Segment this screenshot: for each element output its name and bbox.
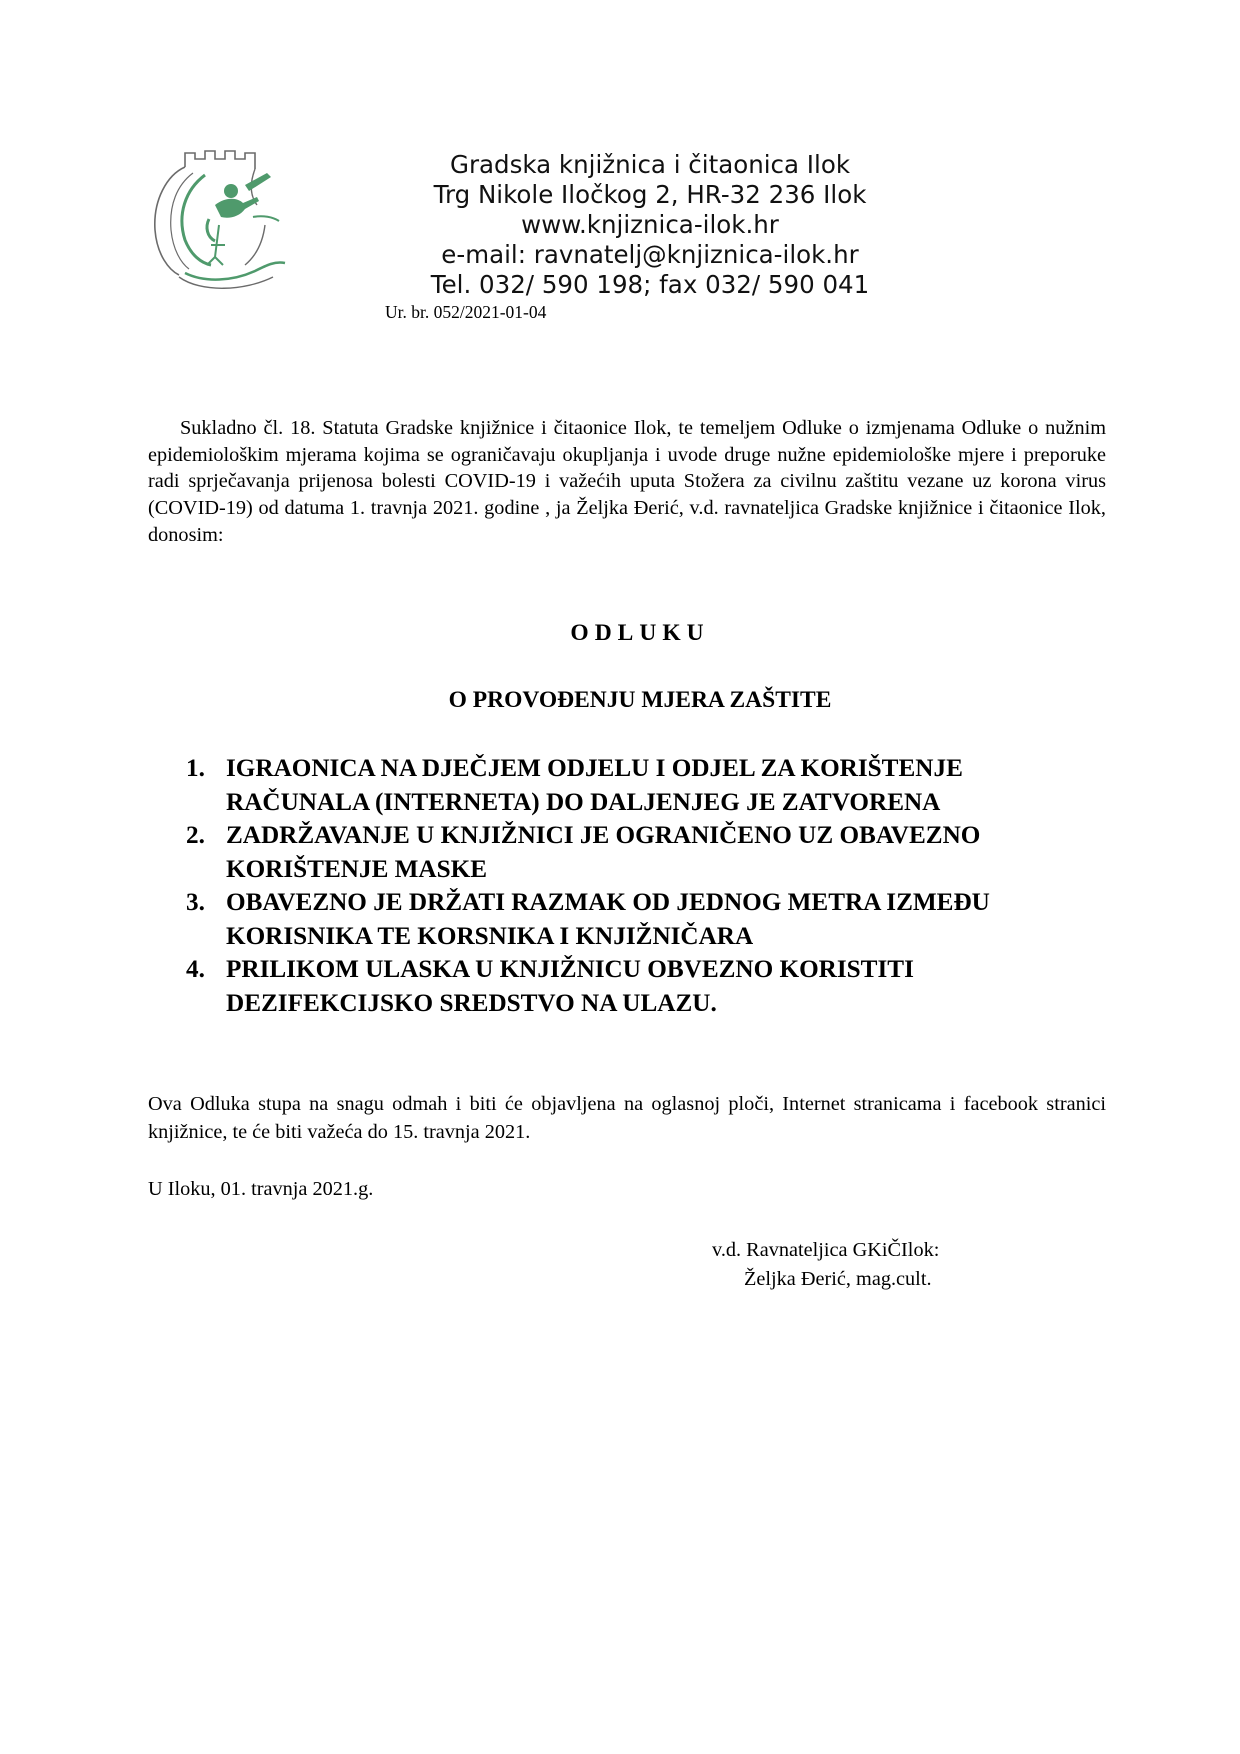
measure-text: IGRAONICA NA DJEČJEM ODJELU I ODJEL ZA KORIŠTENJE RAČUNALA (INTERNETA) DO DALJENJEG JE ZATVORENA [226, 755, 963, 816]
org-email: e-mail: ravnatelj@knjiznica-ilok.hr [441, 240, 859, 269]
signature-title: v.d. Ravnateljica GKiČIlok: [712, 1239, 940, 1261]
measure-text: ZADRŽAVANJE U KNJIŽNICI JE OGRANIČENO UZ OBAVEZNO KORIŠTENJE MASKE [226, 822, 981, 883]
decision-title: ODLUKU [570, 620, 710, 646]
org-phone: Tel. 032/ 590 198; fax 032/ 590 041 [430, 270, 870, 299]
measure-number: 3. [186, 889, 205, 916]
reference-number: Ur. br. 052/2021-01-04 [385, 302, 547, 322]
measure-item [186, 752, 1106, 819]
intro-text: Sukladno čl. 18. Statuta Gradske knjižnice i čitaonice Ilok, te temeljem Odluke o izmjenama Odluke o nužnim epidemiološkim mjerama kojima se ograničavaju okupljanja i uvode druge nužne epidemiološke mjere i preporuke radi sprječavanja prijenosa bolesti COVID-19 i važećih uputa Stožera za civilnu zaštitu vezane uz korona virus (COVID-19) od datuma 1. travnja 2021. godine , ja Željka Đerić, v.d. ravnateljica Gradske knjižnice i čitaonice Ilok, donosim: [148, 417, 1106, 546]
signature-name: Željka Đerić, mag.cult. [744, 1268, 932, 1290]
measure-item [186, 886, 1106, 953]
library-logo [145, 145, 310, 297]
signature-block [712, 1236, 939, 1294]
measure-number: 2. [186, 822, 205, 849]
measure-number: 4. [186, 956, 205, 983]
measure-text: OBAVEZNO JE DRŽATI RAZMAK OD JEDNOG METRA IZMEĐU KORISNIKA TE KORSNIKA I KNJIŽNIČARA [226, 889, 990, 950]
measure-item [186, 953, 1106, 1020]
measure-number: 1. [186, 755, 205, 782]
library-header [370, 150, 930, 300]
org-address: Trg Nikole Iločkog 2, HR-32 236 Ilok [433, 180, 867, 209]
measure-item [186, 819, 1106, 886]
decision-subtitle: O PROVOĐENJU MJERA ZAŠTITE [448, 687, 832, 713]
measure-text: PRILIKOM ULASKA U KNJIŽNICU OBVEZNO KORISTITI DEZIFEKCIJSKO SREDSTVO NA ULAZU. [226, 956, 914, 1017]
intro-paragraph [148, 415, 1106, 549]
org-website: www.knjiznica-ilok.hr [521, 210, 779, 239]
org-name: Gradska knjižnica i čitaonica Ilok [449, 150, 851, 179]
closing-paragraph: Ova Odluka stupa na snagu odmah i biti će objavljena na oglasnoj ploči, Internet stranicama i facebook stranici knjižnice, te će biti važeća do 15. travnja 2021. [148, 1093, 1106, 1143]
place-date: U Iloku, 01. travnja 2021.g. [148, 1178, 374, 1200]
measures-list [186, 752, 1106, 1020]
